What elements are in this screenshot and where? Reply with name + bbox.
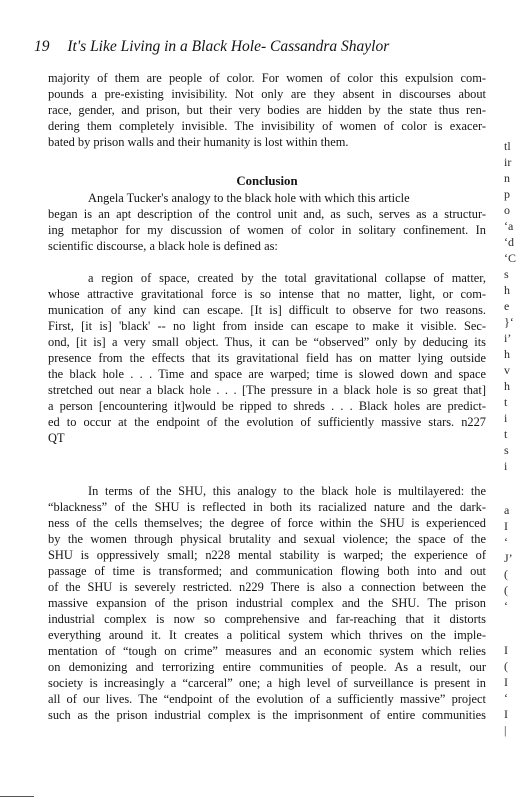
text-line: scientific discourse, a black hole is defined as: bbox=[48, 239, 278, 253]
edge-fragment: I bbox=[504, 519, 508, 533]
quote-line: the black hole . . . Time and space are warped; time is slowed down and space bbox=[48, 367, 486, 381]
quote-line: ed to occur at the endpoint of the evolution of sufficiently massive stars. n227 bbox=[48, 415, 486, 429]
text-line: In terms of the SHU, this analogy to the black hole is multilayered: the bbox=[88, 484, 486, 498]
edge-fragment: a bbox=[504, 503, 510, 517]
edge-fragment: ‘ bbox=[504, 599, 508, 613]
text-line: everything around it. It creates a political system which thrives on the imple- bbox=[48, 628, 486, 642]
text-line: massive expansion of the prison industrial complex and the SHU. The prison bbox=[48, 596, 486, 610]
edge-fragment: e bbox=[504, 299, 510, 313]
text-line: “blackness” of the SHU is reflected in both its racialized nature and the dark- bbox=[48, 500, 486, 514]
edge-fragment: ( bbox=[504, 659, 508, 673]
page-number: 19 bbox=[34, 38, 50, 55]
edge-fragment bbox=[504, 474, 523, 502]
paragraph-3 bbox=[48, 483, 486, 723]
text-line: race, gender, and prison, but their very bodies are hidden by the state thus ren- bbox=[48, 103, 486, 117]
edge-fragment: ‘ bbox=[504, 535, 508, 549]
text-line: by the women through physical brutality and sexual violence; the space of the bbox=[48, 532, 486, 546]
edge-fragment: ‘a bbox=[504, 219, 514, 233]
conclusion-heading: Conclusion bbox=[236, 174, 298, 188]
edge-fragment: s bbox=[504, 443, 509, 457]
running-header bbox=[34, 38, 389, 56]
block-quote bbox=[48, 270, 486, 446]
quote-line: a person [encountering it]would be ripped to shreds . . . Black holes are predict- bbox=[48, 399, 486, 413]
edge-fragment: h bbox=[504, 283, 510, 297]
edge-fragment: I bbox=[504, 707, 508, 721]
bottom-rule bbox=[0, 796, 34, 797]
text-line: pounds a pre-existing invisibility. Not only are they absent in discourses about bbox=[48, 87, 486, 101]
edge-fragment: h bbox=[504, 347, 510, 361]
text-line: on demonizing and terrorizing entire communities of people. As a result, our bbox=[48, 660, 486, 674]
quote-line: QT bbox=[48, 431, 65, 445]
edge-fragment: v bbox=[504, 363, 510, 377]
edge-fragment: ‘C bbox=[504, 251, 516, 265]
edge-fragment: i bbox=[504, 459, 508, 473]
quote-line: stretched out near a black hole . . . [The pressure in a black hole is so great that] bbox=[48, 383, 486, 397]
edge-fragment: ( bbox=[504, 567, 508, 581]
edge-fragment: p bbox=[504, 187, 510, 201]
running-title: It's Like Living in a Black Hole- Cassandra Shaylor bbox=[67, 38, 390, 55]
paragraph-2 bbox=[48, 190, 486, 254]
edge-fragment: i bbox=[504, 411, 508, 425]
edge-fragment: ‘ bbox=[504, 691, 508, 705]
paragraph-1 bbox=[48, 70, 486, 150]
text-line: society is increasingly a “carceral” one; a high level of surveillance is present in bbox=[48, 676, 486, 690]
edge-fragment: o bbox=[504, 203, 510, 217]
quote-line: whose attractive gravitational force is so intense that no matter, light, or com- bbox=[48, 287, 486, 301]
text-line: SHU is oppressively small; n228 mental stability is warped; the experience of bbox=[48, 548, 486, 562]
edge-fragment: t bbox=[504, 395, 508, 409]
text-line: of the SHU is severely restricted. n229 There is also a connection between the bbox=[48, 580, 486, 594]
text-line: majority of them are people of color. For women of color this expulsion com- bbox=[48, 71, 486, 85]
edge-fragment: t bbox=[504, 427, 508, 441]
quote-line: ond, [it is] a very small object. Thus, it can be “observed” only by deducing its bbox=[48, 335, 486, 349]
edge-fragment: ( bbox=[504, 583, 508, 597]
text-line: mentation of “tough on crime” measures and an economic system which relies bbox=[48, 644, 486, 658]
edge-fragment: ir bbox=[504, 155, 512, 169]
quote-line: presence from the effects that its gravitational field has on matter lying outside bbox=[48, 351, 486, 365]
text-line: such as the prison industrial complex is the imprisonment of entire communities bbox=[48, 708, 486, 722]
edge-fragment: }‘ bbox=[504, 315, 514, 329]
text-line: all of our lives. The “endpoint of the evolution of a sufficiently massive” project bbox=[48, 692, 486, 706]
text-line: ing metaphor for my discussion of women of color in solitary confinement. In bbox=[48, 223, 486, 237]
quote-line: munication of any kind can escape. [It is] difficult to observe for two reasons. bbox=[48, 303, 486, 317]
text-line: passage of time is transformed; and communication flowing both into and out bbox=[48, 564, 486, 578]
edge-fragment: ‘d bbox=[504, 235, 514, 249]
quote-line: a region of space, created by the total gravitational collapse of matter, bbox=[88, 271, 486, 285]
quote-line: First, [it is] 'black' -- no light from inside can escape to make it visible. Sec- bbox=[48, 319, 486, 333]
edge-fragment: | bbox=[504, 723, 507, 737]
edge-fragment: I bbox=[504, 643, 508, 657]
text-line: Angela Tucker's analogy to the black hole with which this article bbox=[88, 191, 410, 205]
edge-fragment bbox=[504, 614, 523, 642]
edge-fragment: h bbox=[504, 379, 510, 393]
text-line: industrial complex is now so comprehensive and far-reaching that it distorts bbox=[48, 612, 486, 626]
edge-fragment: J’ bbox=[504, 551, 513, 565]
facing-page-edge bbox=[504, 138, 523, 738]
text-line: ness of the cells themselves; the degree of force within the SHU is experienced bbox=[48, 516, 486, 530]
text-line: bated by prison walls and their humanity is lost within them. bbox=[48, 135, 349, 149]
edge-fragment: n bbox=[504, 171, 510, 185]
edge-fragment: I bbox=[504, 675, 508, 689]
edge-fragment: i’ bbox=[504, 331, 512, 345]
edge-fragment: s bbox=[504, 267, 509, 281]
text-line: dering them completely invisible. The invisibility of women of color is exacer- bbox=[48, 119, 486, 133]
text-line: began is an apt description of the control unit and, as such, serves as a structur- bbox=[48, 207, 486, 221]
edge-fragment: tl bbox=[504, 139, 511, 153]
